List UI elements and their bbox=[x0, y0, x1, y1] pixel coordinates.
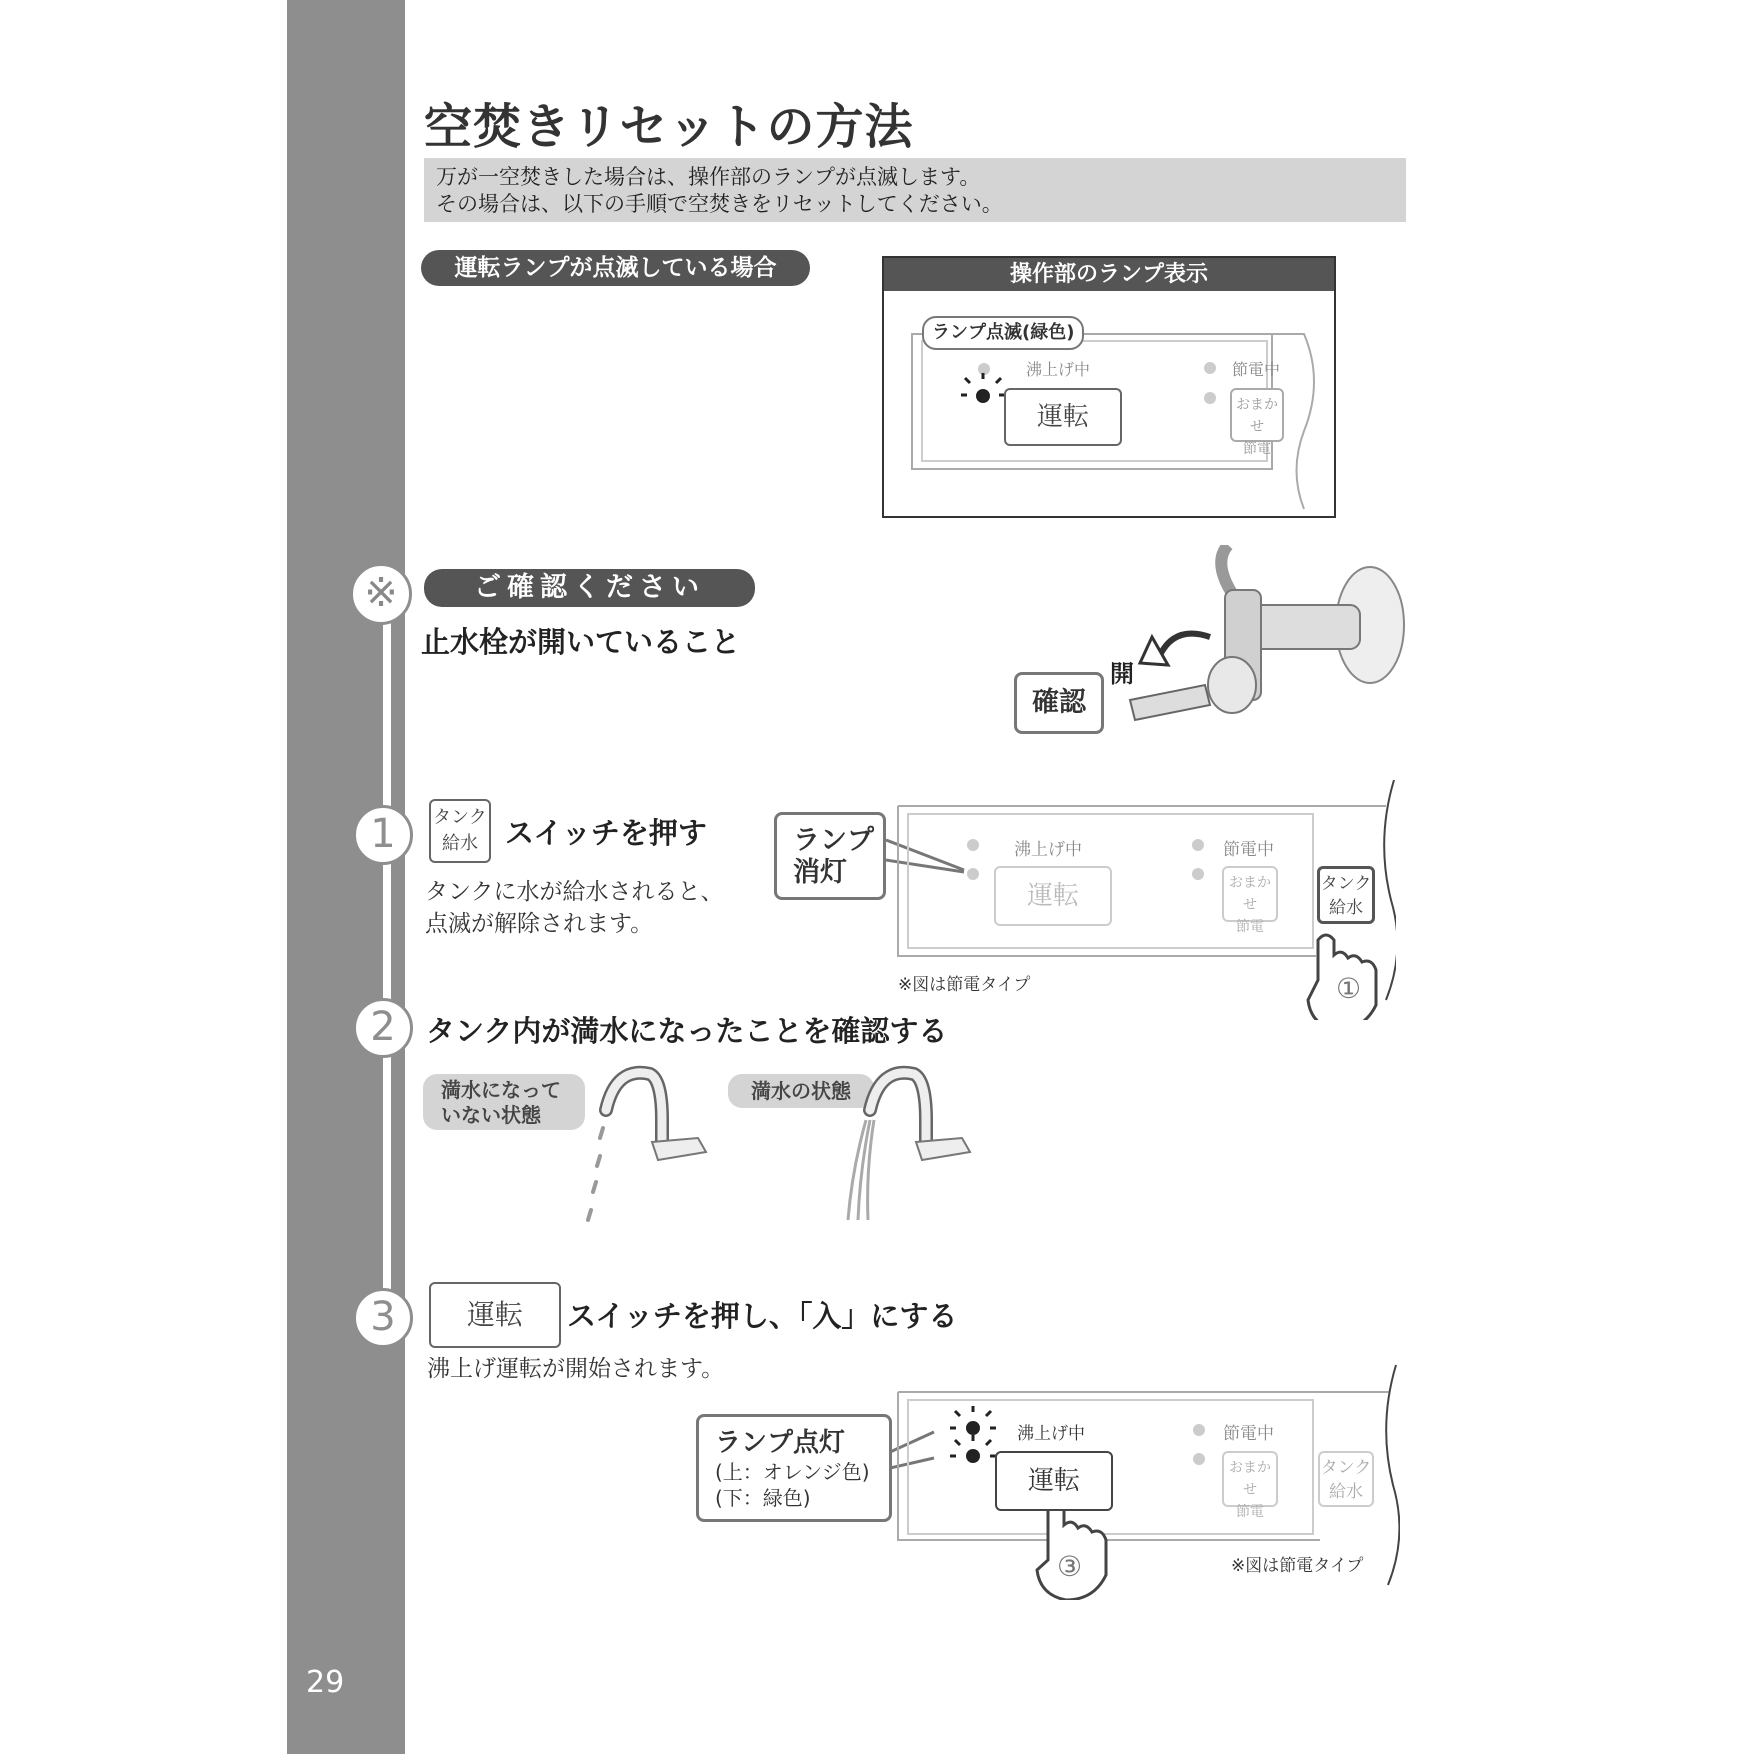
step-3-omakase-line-1: おまかせ bbox=[1229, 1460, 1271, 1498]
omakase-switch[interactable] bbox=[1230, 388, 1284, 457]
step-3-heading: スイッチを押し、「入」にする bbox=[567, 1299, 958, 1333]
run-key: 運転 bbox=[429, 1282, 561, 1348]
step-3-saving-label: 節電中 bbox=[1223, 1424, 1274, 1444]
step-3-number: 3 bbox=[353, 1288, 413, 1348]
step-3-tank-line-2: 給水 bbox=[1329, 1482, 1363, 1502]
omakase-line-2: 節電 bbox=[1243, 441, 1271, 457]
blink-callout: ランプ点滅(緑色) bbox=[922, 316, 1084, 350]
intro-line-2: その場合は、以下の手順で空焚きをリセットしてください。 bbox=[436, 192, 1003, 216]
lamp-on-line-3: (下：緑色) bbox=[715, 1486, 811, 1510]
step-1-omakase-line-2: 節電 bbox=[1236, 919, 1264, 935]
faucet-illustrations bbox=[570, 1060, 1020, 1230]
step-3-tank-switch[interactable] bbox=[1318, 1451, 1374, 1507]
step-1-heading: スイッチを押す bbox=[505, 816, 707, 850]
step-3-note: ※図は節電タイプ bbox=[1231, 1556, 1364, 1576]
tank-supply-key bbox=[429, 799, 491, 863]
not-full-line-2: いない状態 bbox=[441, 1103, 541, 1127]
open-label: 開 bbox=[1110, 660, 1134, 688]
step-3-hand-number: ③ bbox=[1057, 1550, 1083, 1583]
case-label: 運転ランプが点滅している場合 bbox=[421, 250, 810, 286]
step-3-run-switch[interactable]: 運転 bbox=[995, 1451, 1113, 1511]
lamp-display-title: 操作部のランプ表示 bbox=[884, 258, 1334, 291]
tank-key-line-2: 給水 bbox=[442, 833, 478, 854]
step-1-body-line-1: タンクに水が給水されると、 bbox=[425, 879, 724, 905]
step-1-saving-label: 節電中 bbox=[1223, 840, 1274, 860]
step-3-omakase-switch[interactable] bbox=[1222, 1451, 1278, 1520]
step-1-tank-line-1: タンク bbox=[1320, 874, 1372, 894]
step-1-body bbox=[425, 876, 724, 940]
step-3-heating-label: 沸上げ中 bbox=[1017, 1424, 1085, 1444]
lamp-off-callout bbox=[774, 812, 886, 900]
lamp-on-line-2: (上：オレンジ色) bbox=[715, 1460, 870, 1484]
step-2-number: 2 bbox=[353, 998, 413, 1058]
step-1-note: ※図は節電タイプ bbox=[898, 975, 1031, 995]
saving-label: 節電中 bbox=[1232, 360, 1281, 379]
confirm-callout: 確認 bbox=[1014, 672, 1104, 734]
step-connector-line bbox=[383, 600, 391, 1310]
step-1-number: 1 bbox=[353, 805, 413, 865]
run-switch[interactable]: 運転 bbox=[1004, 388, 1122, 446]
step-1-heating-label: 沸上げ中 bbox=[1014, 840, 1082, 860]
intro-line-1: 万が一空焚きした場合は、操作部のランプが点滅します。 bbox=[436, 165, 981, 189]
step-3-body: 沸上げ運転が開始されます。 bbox=[427, 1356, 725, 1382]
lamp-off-line-2: 消灯 bbox=[793, 857, 847, 888]
lamp-off-line-1: ランプ bbox=[793, 825, 874, 856]
step-1-omakase-switch[interactable] bbox=[1222, 866, 1278, 935]
full-label: 満水の状態 bbox=[728, 1074, 874, 1108]
step-2-heading: タンク内が満水になったことを確認する bbox=[426, 1014, 948, 1048]
step-1-tank-line-2: 給水 bbox=[1329, 898, 1363, 918]
step-1-hand-number: ① bbox=[1336, 972, 1362, 1005]
step-1-tank-switch[interactable] bbox=[1317, 866, 1375, 924]
step-1-omakase-line-1: おまかせ bbox=[1229, 875, 1271, 913]
step-3-tank-line-1: タンク bbox=[1320, 1458, 1372, 1478]
step-1-run-switch[interactable]: 運転 bbox=[994, 866, 1112, 926]
step-1-body-line-2: 点滅が解除されます。 bbox=[425, 911, 654, 937]
omakase-line-1: おまかせ bbox=[1236, 397, 1278, 435]
check-label: ご確認ください bbox=[424, 569, 755, 607]
lamp-display-panel bbox=[882, 256, 1336, 518]
intro-box bbox=[424, 158, 1406, 222]
check-text: 止水栓が開いていること bbox=[421, 625, 741, 659]
not-full-line-1: 満水になって bbox=[441, 1078, 561, 1102]
heating-label: 沸上げ中 bbox=[1026, 360, 1091, 379]
step-3-omakase-line-2: 節電 bbox=[1236, 1504, 1264, 1520]
lamp-on-title: ランプ点灯 bbox=[715, 1428, 846, 1458]
not-full-label bbox=[423, 1074, 585, 1130]
tank-key-line-1: タンク bbox=[433, 807, 487, 828]
page-title: 空焚きリセットの方法 bbox=[424, 99, 914, 155]
page-number: 29 bbox=[306, 1665, 345, 1700]
note-mark: ※ bbox=[350, 563, 412, 625]
lamp-on-callout bbox=[696, 1414, 892, 1522]
